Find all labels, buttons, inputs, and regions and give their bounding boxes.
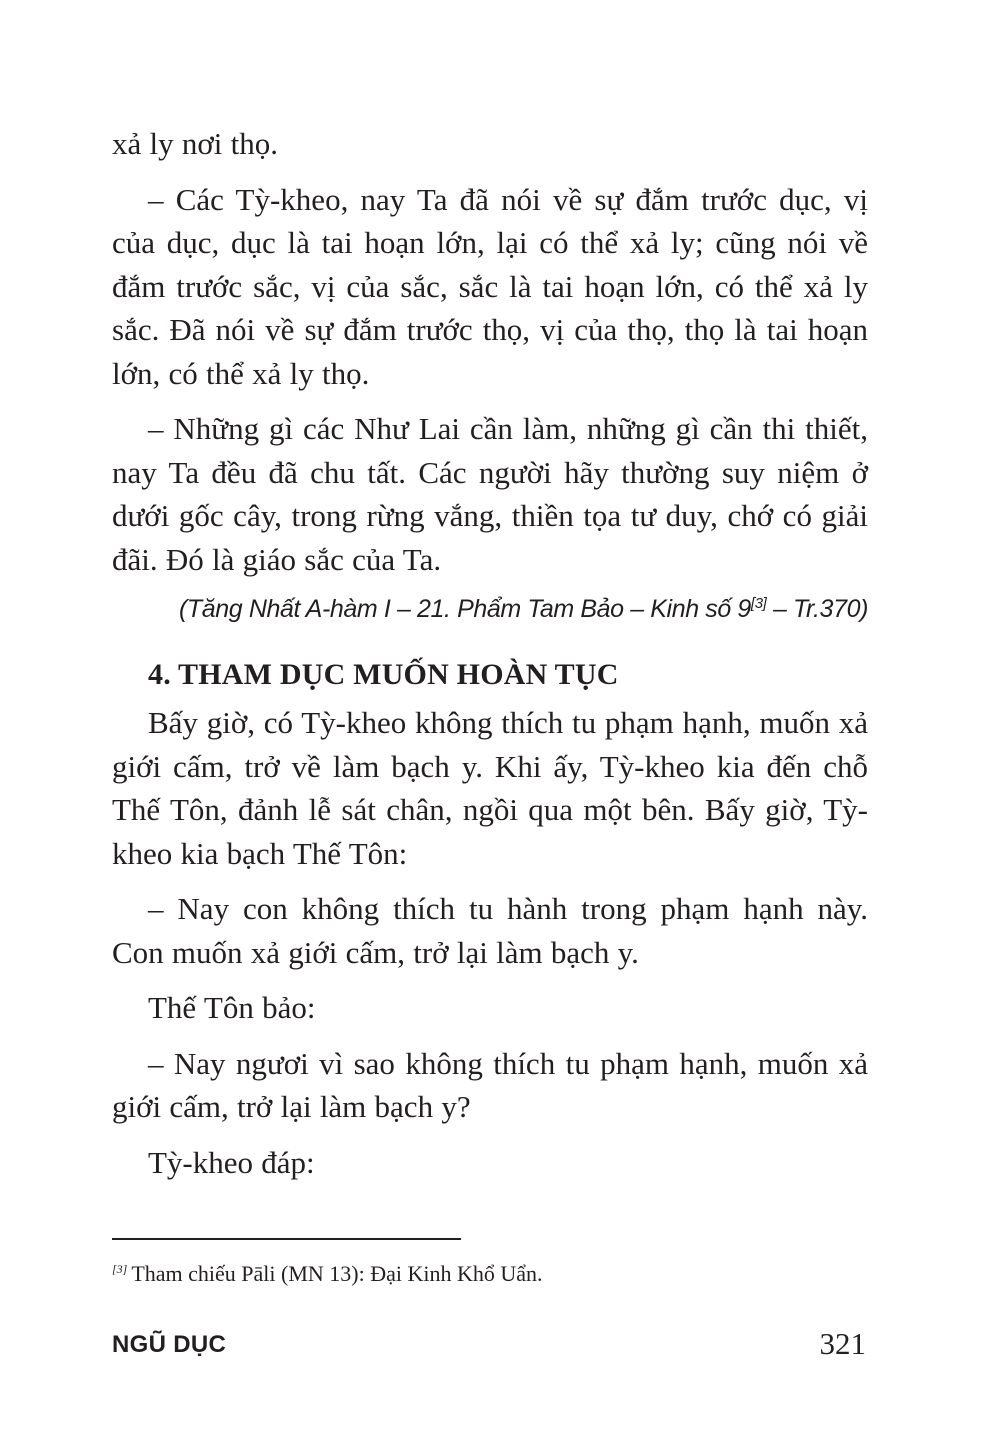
footnote-text: Tham chiếu Pāli (MN 13): Đại Kinh Khổ Uẩn. [131,1261,543,1286]
footnote-marker: [3] [112,1262,128,1276]
page-number: 321 [819,1326,866,1361]
citation-text: (Tăng Nhất A-hàm I – 21. Phẩm Tam Bảo – Kinh số 9 [179,595,751,623]
page-body [112,122,868,1184]
citation-page: – Tr.370) [766,595,868,623]
paragraph: – Nay ngươi vì sao không thích tu phạm hạnh, muốn xả giới cấm, trở lại làm bạch y? [112,1045,868,1124]
footnote-divider [112,1238,461,1240]
paragraph: Bấy giờ, có Tỳ-kheo không thích tu phạm hạnh, muốn xả giới cấm, trở về làm bạch y. Khi ấy, Tỳ-kheo kia đến chỗ Thế Tôn, đảnh lễ sát chân, ngồi qua một bên. Bấy giờ, Tỳ-kheo kia bạch Thế Tôn: [112,705,868,871]
paragraph: Thế Tôn bảo: [148,990,316,1025]
footnote-reference: [3] [750,595,767,612]
footnote [112,1259,543,1289]
paragraph: – Nay con không thích tu hành trong phạm hạnh này. Con muốn xả giới cấm, trở lại làm bạch y. [112,891,868,970]
paragraph: Tỳ-kheo đáp: [148,1144,315,1180]
source-citation [112,591,868,627]
section-heading: 4. THAM DỤC MUỐN HOÀN TỤC [148,658,619,691]
paragraph: – Các Tỳ-kheo, nay Ta đã nói về sự đắm trước dục, vị của dục, dục là tai hoạn lớn, lại có thể xả ly; cũng nói về đắm trước sắc, vị của sắc, sắc là tai hoạn lớn, có thể xả ly sắc. Đã nói về sự đắm trước thọ, vị của thọ, thọ là tai hoạn lớn, có thể xả ly thọ. [112,181,868,391]
running-title: NGŨ DỤC [112,1331,227,1358]
paragraph: – Những gì các Như Lai cần làm, những gì cần thi thiết, nay Ta đều đã chu tất. Các người hãy thường suy niệm ở dưới gốc cây, trong rừng vắng, thiền tọa tư duy, chớ có giải đãi. Đó là giáo sắc của Ta. [112,411,868,577]
paragraph: xả ly nơi thọ. [112,126,278,161]
